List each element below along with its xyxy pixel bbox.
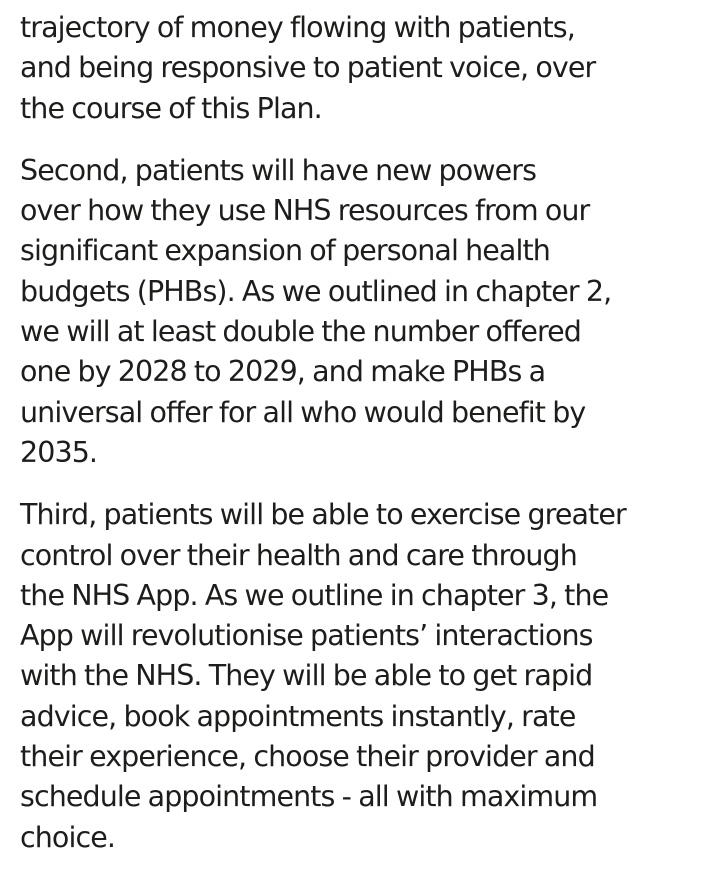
text-line: the course of this Plan. xyxy=(20,91,322,125)
text-line: one by 2028 to 2029, and make PHBs a xyxy=(20,355,546,389)
text-line: trajectory of money flowing with patients, xyxy=(20,11,575,44)
text-line: choice. xyxy=(20,820,116,854)
document-body xyxy=(20,8,700,880)
text-line: we will at least double the number offered xyxy=(20,315,581,349)
paragraph-continuation xyxy=(20,8,700,129)
text-line: advice, book appointments instantly, rate xyxy=(20,699,576,733)
paragraph-second xyxy=(20,151,700,473)
text-line: Third, patients will be able to exercise greater xyxy=(20,498,626,532)
text-line: and being responsive to patient voice, over xyxy=(20,51,596,85)
text-line: schedule appointments - all with maximum xyxy=(20,780,598,814)
text-line: control over their health and care through xyxy=(20,538,577,572)
text-line: their experience, choose their provider and xyxy=(20,740,595,774)
text-line: 2035. xyxy=(20,435,98,469)
text-line: over how they use NHS resources from our xyxy=(20,194,590,228)
text-line: App will revolutionise patients’ interactions xyxy=(20,619,593,653)
text-line: significant expansion of personal health xyxy=(20,234,550,268)
text-line: the NHS App. As we outline in chapter 3, the xyxy=(20,578,609,612)
paragraph-third xyxy=(20,495,700,858)
text-line: budgets (PHBs). As we outlined in chapter 2, xyxy=(20,274,612,308)
text-line: universal offer for all who would benefit by xyxy=(20,395,586,429)
text-line: with the NHS. They will be able to get rapid xyxy=(20,659,593,693)
text-line: Second, patients will have new powers xyxy=(20,153,537,187)
